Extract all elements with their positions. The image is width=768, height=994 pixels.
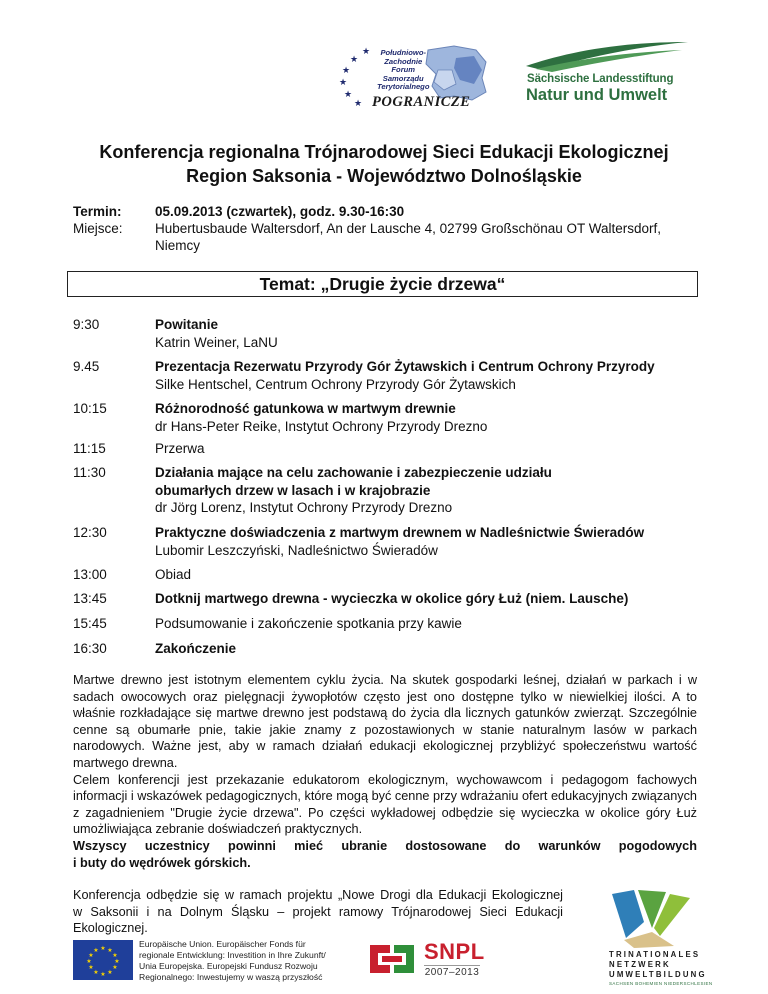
star-icon: ★ [350, 54, 359, 64]
star-icon: ★ [339, 77, 348, 87]
program-title-continued: obumarłych drzew w lasach i w krajobrazie [155, 482, 431, 498]
program-time: 11:15 [73, 441, 106, 456]
program-title: Obiad [155, 567, 192, 582]
program-time: 13:00 [73, 567, 107, 582]
program-time: 9:30 [73, 317, 100, 332]
svg-text:★: ★ [107, 970, 113, 976]
program-speaker: Silke Hentschel, Centrum Ochrony Przyrody Gór Żytawskich [155, 376, 516, 392]
star-icon: ★ [362, 46, 371, 56]
svg-text:★: ★ [93, 948, 99, 954]
svg-text:★: ★ [88, 965, 94, 971]
saxony-foundation-name: Sächsische Landesstiftung [527, 73, 674, 85]
svg-text:★: ★ [100, 946, 106, 952]
svg-text:★: ★ [114, 959, 120, 965]
swoosh-icon [522, 36, 692, 72]
eu-funding-text: Europäische Union. Europäischer Fonds für regionale Entwicklung: Investition in Ihre Zukunft/ Unia Europejska. Europejski Fundusz Rozwoju Regionalnego: Inwestujemy w waszą przyszłość [139, 939, 326, 982]
tnu-wordmark: TRINATIONALES NETZWERK UMWELTBILDUNG [609, 950, 707, 979]
program-title: Dotknij martwego drewna - wycieczka w okolice góry Łuż (niem. Lausche) [155, 591, 629, 606]
snpl-years: 2007–2013 [424, 967, 480, 978]
program-title: Prezentacja Rezerwatu Przyrody Gór Żytawskich i Centrum Ochrony Przyrody [155, 359, 655, 374]
program-title: Zakończenie [155, 641, 237, 656]
project-footer-text: Konferencja odbędzie się w ramach projektu „Nowe Drogi dla Edukacji Ekologicznej w Saksonii i na Dolnym Śląsku – projekt ramowy Trójnarodowej Sieci Edukacji Ekologicznej. [73, 888, 563, 936]
svg-text:★: ★ [112, 953, 118, 959]
program-speaker: Katrin Weiner, LaNU [155, 334, 278, 350]
saxony-foundation-subtitle: Natur und Umwelt [526, 86, 668, 104]
star-icon: ★ [344, 89, 353, 99]
program-speaker: dr Jörg Lorenz, Instytut Ochrony Przyrody Drezno [155, 500, 453, 515]
program-time: 9.45 [73, 359, 100, 374]
saxony-foundation-logo [522, 36, 692, 108]
program-speaker: Lubomir Leszczyński, Nadleśnictwo Świeradów [155, 542, 438, 558]
page-subtitle: Region Saksonia - Województwo Dolnośląskie [186, 166, 582, 186]
svg-text:★: ★ [86, 959, 92, 965]
program-title: Różnorodność gatunkowa w martwym drewnie [155, 401, 456, 416]
program-time: 10:15 [73, 401, 107, 416]
svg-text:★: ★ [93, 970, 99, 976]
page-title: Konferencja regionalna Trójnarodowej Sieci Edukacji Ekologicznej [99, 142, 669, 162]
star-icon: ★ [354, 98, 363, 108]
program-title: Podsumowanie i zakończenie spotkania przy kawie [155, 616, 462, 631]
svg-text:★: ★ [107, 948, 113, 954]
date-label: Termin: [73, 204, 122, 219]
pogranicze-logo [336, 40, 494, 110]
program-time: 11:30 [73, 465, 106, 480]
eu-flag-icon [73, 940, 133, 980]
topic-box: Temat: „Drugie życie drzewa“ [67, 271, 698, 297]
place-value: Hubertusbaude Waltersdorf, An der Lausche 4, 02799 Großschönau OT Waltersdorf, Niemcy [155, 221, 662, 253]
pogranicze-caption: Południowo- Zachodnie Forum Samorządu Terytorialnego [377, 48, 430, 92]
snpl-logo [366, 936, 485, 982]
clothing-notice: Wszyscy uczestnicy powinni mieć ubranie dostosowane do warunków pogodowych i buty do wędrówek górskich. [73, 839, 697, 870]
program-time: 12:30 [73, 525, 107, 540]
pogranicze-word: POGRANICZE [372, 94, 471, 110]
program-time: 13:45 [73, 591, 107, 606]
program-title: Działania mające na celu zachowanie i zabezpieczenie udziału [155, 465, 552, 480]
tnu-mark-icon [604, 888, 700, 950]
tnu-regions: SACHSEN BOHEMIEN NIEDERSCHLESIEN [609, 981, 713, 986]
svg-text:★: ★ [112, 965, 118, 971]
snpl-wordmark: SNPL [424, 939, 485, 964]
program-speaker: dr Hans-Peter Reike, Instytut Ochrony Przyrody Drezno [155, 418, 488, 434]
place-label: Miejsce: [73, 221, 123, 236]
program-title: Przerwa [155, 441, 205, 456]
star-icon: ★ [342, 65, 351, 75]
snpl-mark-icon [366, 937, 418, 981]
program-title: Praktyczne doświadczenia z martwym drewnem w Nadleśnictwie Świeradów [155, 525, 645, 540]
svg-text:★: ★ [88, 953, 94, 959]
description-paragraph: Martwe drewno jest istotnym elementem cyklu życia. Na skutek gospodarki leśnej, działań w parkach i w sadach owocowych oraz pielęgnacji żywopłotów często jest ono dostępne tylko w niewielkiej ilości. A to właśnie rozkładające się martwe drewno jest podstawą do życia dla licznych gatunków zwierząt. Szczególnie cenne są obumarłe pnie, takie jakie znamy z pozostawionych w stanie naturalnym lasów w parkach narodowych. Ważne jest, aby w ramach działań edukacji ekologicznej przybliżyć społeczeństwu wartość martwego drewna. Celem konferencji jest przekazanie edukatorom ekologicznym, wychowawcom i pedagogom fachowych informacji i wskazówek pedagogicznych, które mogą być cenne przy wdrażaniu ofert edukacyjnych związanych z zagadnieniem "Drugie życie drzewa". Po części wykładowej odbędzie się wycieczka w okolice góry Łuż umożliwiająca zebranie doświadczeń praktycznych. [73, 673, 697, 837]
program-title: Powitanie [155, 317, 219, 332]
program-time: 16:30 [73, 641, 107, 656]
date-value: 05.09.2013 (czwartek), godz. 9.30-16:30 [155, 204, 405, 219]
svg-text:★: ★ [100, 972, 106, 978]
program-time: 15:45 [73, 616, 107, 631]
